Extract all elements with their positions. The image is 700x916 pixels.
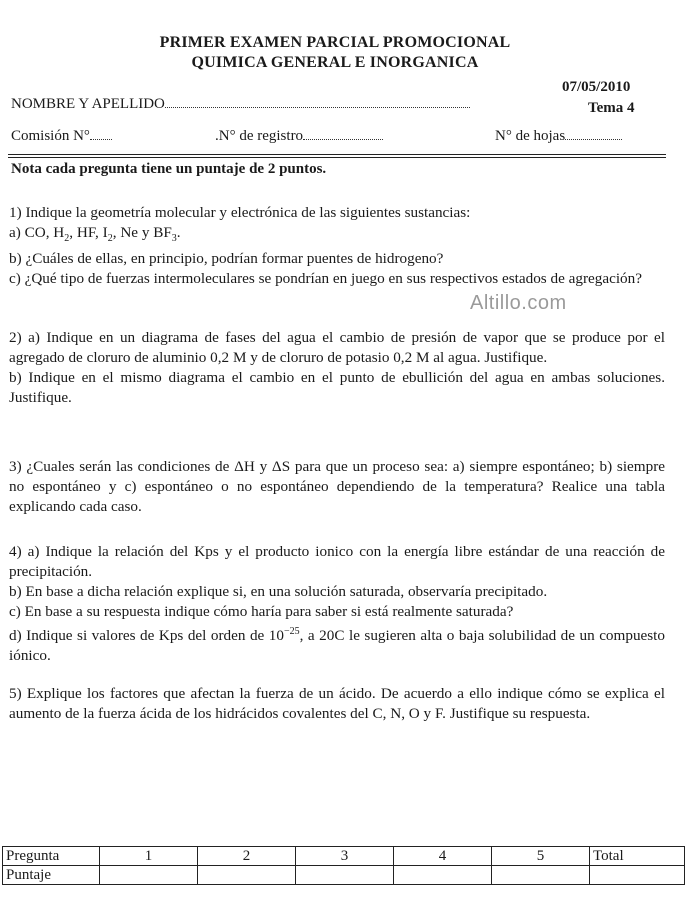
q3-text: 3) ¿Cuales serán las condiciones de ΔH y ΔS para que un proceso sea: a) siempre espontáneo; b) siempre no espontáneo y c) espontáneo o no espontáneo dependiendo de la temperatura? Realice una tabla explicando cada caso.	[9, 458, 665, 515]
pregunta-label: Pregunta	[3, 847, 100, 866]
question-1	[9, 203, 665, 289]
score-cell-1[interactable]	[100, 866, 198, 885]
nombre-blank[interactable]	[165, 95, 470, 108]
score-table	[2, 846, 685, 885]
column-1: 1	[100, 847, 198, 866]
q4-part-d: d) Indique si valores de Kps del orden de $10^{-25}$, a 20C le sugieren alta o baja solubilidad de un compuesto iónico.	[9, 626, 665, 665]
column-4: 4	[394, 847, 492, 866]
question-2	[9, 328, 665, 408]
header-rule	[8, 154, 666, 155]
hojas-blank[interactable]	[565, 127, 622, 140]
registro-blank[interactable]	[303, 127, 383, 140]
nombre-label: NOMBRE Y APELLIDO	[11, 96, 165, 112]
q2-part-a: 2) a) Indique en un diagrama de fases del agua el cambio de presión de vapor que se produce por el agregado de cloruro de aluminio 0,2 M y de cloruro de potasio 0,2 M al agua. Justifique.	[9, 329, 665, 366]
q1-part-a: a) CO, $H_2$, HF, $I_2$, Ne y $BF_3$.	[9, 224, 181, 245]
column-5: 5	[492, 847, 590, 866]
comision-blank[interactable]	[90, 127, 112, 140]
q1-part-b: b) ¿Cuáles de ellas, en principio, podrían formar puentes de hidrogeno?	[9, 250, 444, 268]
score-header-row	[3, 847, 685, 866]
comision-field[interactable]	[11, 127, 112, 145]
q2-part-b: b) Indique en el mismo diagrama el cambio en el punto de ebullición del agua en ambas soluciones. Justifique.	[9, 369, 665, 406]
exam-tema: Tema 4	[588, 100, 635, 116]
q5-text: 5) Explique los factores que afectan la fuerza de un ácido. De acuerdo a ello indique cómo se explica el aumento de la fuerza ácida de los hidrácidos covalentes del C, N, O y F. Justifique su respuesta.	[9, 685, 665, 722]
question-3	[9, 457, 665, 517]
header-rule-2	[8, 157, 666, 158]
score-cell-total[interactable]	[590, 866, 685, 885]
score-values-row	[3, 866, 685, 885]
column-2: 2	[198, 847, 296, 866]
score-cell-4[interactable]	[394, 866, 492, 885]
hojas-label: N° de hojas	[495, 128, 566, 144]
q4-part-a: 4) a) Indique la relación del Kps y el producto ionico con la energía libre estándar de una reacción de precipitación.	[9, 543, 665, 580]
nombre-field[interactable]	[11, 95, 470, 113]
registro-label: .N° de registro	[215, 128, 304, 144]
score-cell-2[interactable]	[198, 866, 296, 885]
total-label: Total	[590, 847, 685, 866]
q4-part-c: c) En base a su respuesta indique cómo haría para saber si está realmente saturada?	[9, 603, 514, 620]
grading-note: Nota cada pregunta tiene un puntaje de 2 puntos.	[11, 161, 327, 177]
course-title: QUIMICA GENERAL E INORGANICA	[191, 54, 479, 71]
question-4	[9, 542, 665, 666]
q4-part-b: b) En base a dicha relación explique si, en una solución saturada, observaría precipitado.	[9, 583, 548, 600]
q1-part-c: c) ¿Qué tipo de fuerzas intermoleculares se pondrían en juego en sus respectivos estados de agregación?	[9, 270, 642, 288]
score-cell-5[interactable]	[492, 866, 590, 885]
q1-intro: 1) Indique la geometría molecular y electrónica de las siguientes sustancias:	[9, 204, 471, 221]
hojas-field[interactable]	[495, 127, 622, 145]
comision-label: Comisión N°	[11, 128, 90, 144]
watermark: Altillo.com	[470, 292, 567, 314]
registro-field[interactable]	[215, 127, 383, 145]
exam-title: PRIMER EXAMEN PARCIAL PROMOCIONAL	[159, 34, 511, 51]
column-3: 3	[296, 847, 394, 866]
score-cell-3[interactable]	[296, 866, 394, 885]
puntaje-label: Puntaje	[3, 866, 100, 885]
exam-date: 07/05/2010	[562, 79, 631, 95]
question-5	[9, 684, 665, 724]
